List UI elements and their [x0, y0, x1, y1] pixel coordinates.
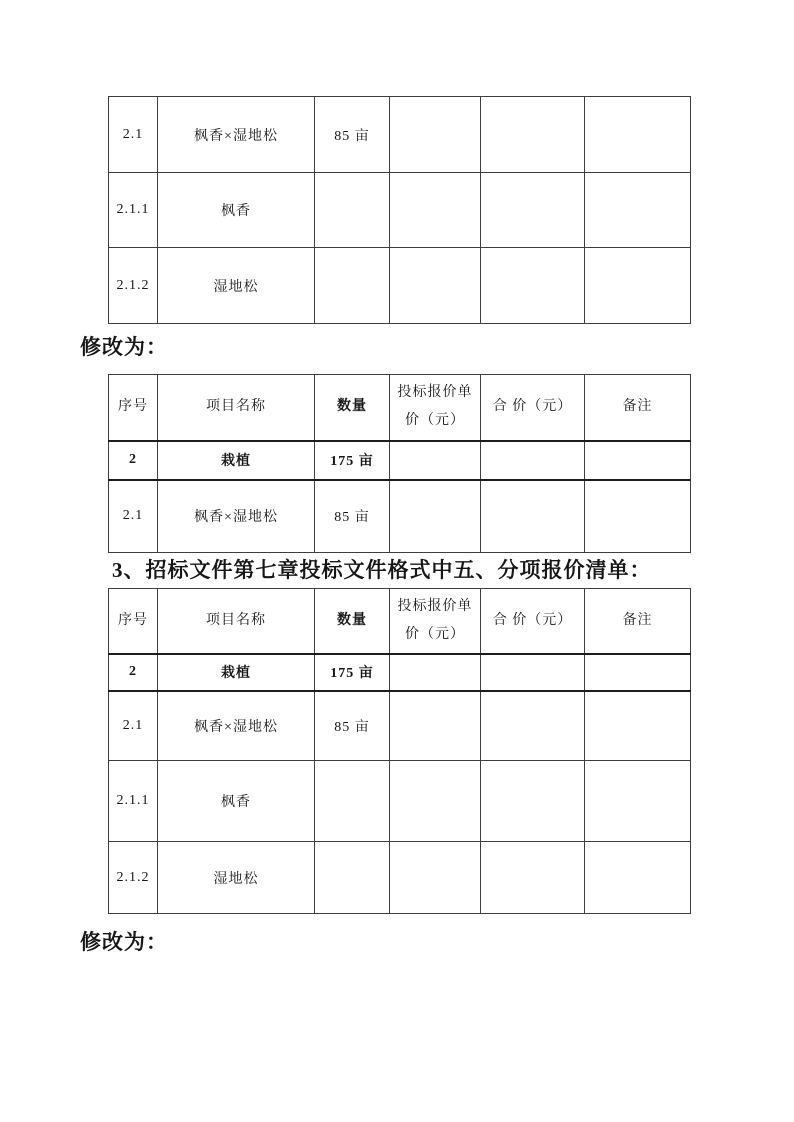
cell-total-price — [481, 480, 585, 553]
cell-total-price — [481, 691, 585, 761]
table-row — [109, 97, 691, 173]
cell-total-price — [481, 761, 585, 842]
cell-quantity: 85 亩 — [315, 691, 390, 761]
table-row — [109, 842, 691, 914]
cell-remark — [585, 173, 691, 248]
cell-quantity: 175 亩 — [315, 441, 390, 480]
cell-quantity — [315, 173, 390, 248]
cell-seq: 2 — [109, 654, 158, 691]
cell-item-name: 枫香×湿地松 — [158, 480, 315, 553]
cell-quantity — [315, 842, 390, 914]
cell-total-price — [481, 173, 585, 248]
section3-price-table — [108, 588, 691, 914]
table-row — [109, 248, 691, 324]
header-quantity: 数量 — [315, 375, 390, 441]
cell-unit-price — [390, 248, 481, 324]
cell-seq: 2.1 — [109, 480, 158, 553]
header-total-price: 合 价（元） — [481, 589, 585, 654]
cell-unit-price — [390, 842, 481, 914]
section3-heading: 3、招标文件第七章投标文件格式中五、分项报价清单： — [112, 558, 652, 582]
cell-remark — [585, 248, 691, 324]
cell-unit-price — [390, 654, 481, 691]
table-row — [109, 480, 691, 553]
cell-unit-price — [390, 97, 481, 173]
cell-item-name: 枫香 — [158, 761, 315, 842]
cell-seq: 2.1.2 — [109, 248, 158, 324]
cell-seq: 2 — [109, 441, 158, 480]
cell-seq: 2.1.2 — [109, 842, 158, 914]
cell-remark — [585, 441, 691, 480]
cell-unit-price — [390, 441, 481, 480]
cell-total-price — [481, 441, 585, 480]
cell-item-name: 枫香×湿地松 — [158, 97, 315, 173]
table-row — [109, 761, 691, 842]
cell-quantity: 85 亩 — [315, 480, 390, 553]
cell-remark — [585, 480, 691, 553]
cell-item-name: 枫香×湿地松 — [158, 691, 315, 761]
cell-quantity: 85 亩 — [315, 97, 390, 173]
table-row — [109, 173, 691, 248]
cell-unit-price — [390, 480, 481, 553]
table-row-total — [109, 654, 691, 691]
cell-item-name: 湿地松 — [158, 842, 315, 914]
revised-price-table-wrap — [108, 374, 691, 553]
cell-quantity — [315, 248, 390, 324]
header-item-name: 项目名称 — [158, 589, 315, 654]
header-seq: 序号 — [109, 589, 158, 654]
cell-unit-price — [390, 173, 481, 248]
cell-seq: 2.1 — [109, 691, 158, 761]
cell-item-name: 湿地松 — [158, 248, 315, 324]
cell-total-price — [481, 97, 585, 173]
header-total-price: 合 价（元） — [481, 375, 585, 441]
table-header-row — [109, 589, 691, 654]
cell-seq: 2.1.1 — [109, 761, 158, 842]
price-table — [108, 96, 691, 324]
modify-label-1: 修改为： — [80, 335, 168, 359]
cell-unit-price — [390, 761, 481, 842]
cell-remark — [585, 842, 691, 914]
cell-quantity — [315, 761, 390, 842]
table-row-total — [109, 441, 691, 480]
header-remark: 备注 — [585, 589, 691, 654]
cell-seq: 2.1 — [109, 97, 158, 173]
header-remark: 备注 — [585, 375, 691, 441]
table-header-row — [109, 375, 691, 441]
header-item-name: 项目名称 — [158, 375, 315, 441]
header-seq: 序号 — [109, 375, 158, 441]
cell-remark — [585, 691, 691, 761]
cell-total-price — [481, 842, 585, 914]
revised-price-table — [108, 374, 691, 553]
cell-quantity: 175 亩 — [315, 654, 390, 691]
cell-total-price — [481, 248, 585, 324]
price-table-continuation — [108, 96, 691, 324]
cell-item-name: 栽植 — [158, 654, 315, 691]
cell-remark — [585, 97, 691, 173]
table-row — [109, 691, 691, 761]
section3-price-table-wrap — [108, 588, 691, 914]
modify-label-2: 修改为： — [80, 930, 168, 954]
cell-seq: 2.1.1 — [109, 173, 158, 248]
header-unit-price: 投标报价单价（元） — [390, 589, 481, 654]
cell-item-name: 枫香 — [158, 173, 315, 248]
cell-item-name: 栽植 — [158, 441, 315, 480]
cell-unit-price — [390, 691, 481, 761]
cell-remark — [585, 761, 691, 842]
cell-total-price — [481, 654, 585, 691]
header-unit-price: 投标报价单价（元） — [390, 375, 481, 441]
cell-remark — [585, 654, 691, 691]
header-quantity: 数量 — [315, 589, 390, 654]
